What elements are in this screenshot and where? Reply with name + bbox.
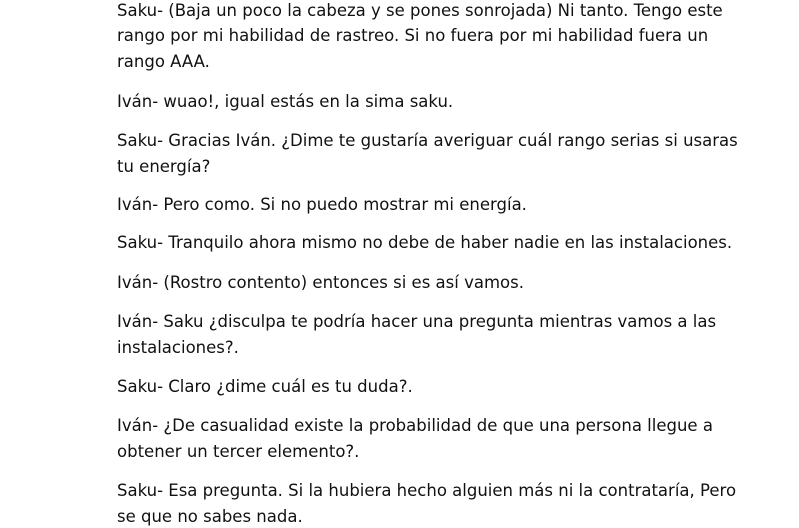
text-line: instalaciones?.	[117, 338, 239, 357]
text-line: Iván- Saku ¿disculpa te podría hacer una pregunta mientras vamos a las	[117, 312, 717, 331]
text-line: tu energía?	[117, 157, 211, 176]
text-line: Saku- Esa pregunta. Si la hubiera hecho alguien más ni la contrataría, Pero	[117, 481, 737, 500]
text-line: Iván- (Rostro contento) entonces si es así vamos.	[117, 273, 524, 292]
text-line: Iván- Pero como. Si no puedo mostrar mi energía.	[117, 195, 527, 214]
text-line: Saku- (Baja un poco la cabeza y se pones sonrojada) Ni tanto. Tengo este	[117, 1, 723, 20]
text-line: rango AAA.	[117, 52, 210, 71]
text-line: obtener un tercer elemento?.	[117, 442, 360, 461]
text-line: Iván- ¿De casualidad existe la probabilidad de que una persona llegue a	[117, 416, 713, 435]
text-line: rango por mi habilidad de rastreo. Si no fuera por mi habilidad fuera un	[117, 26, 709, 45]
text-line: Saku- Tranquilo ahora mismo no debe de haber nadie en las instalaciones.	[117, 233, 733, 252]
text-line: Saku- Claro ¿dime cuál es tu duda?.	[117, 377, 413, 396]
text-line: se que no sabes nada.	[117, 507, 303, 526]
text-line: Iván- wuao!, igual estás en la sima saku.	[117, 92, 454, 111]
text-line: Saku- Gracias Iván. ¿Dime te gustaría averiguar cuál rango serias si usaras	[117, 131, 738, 150]
